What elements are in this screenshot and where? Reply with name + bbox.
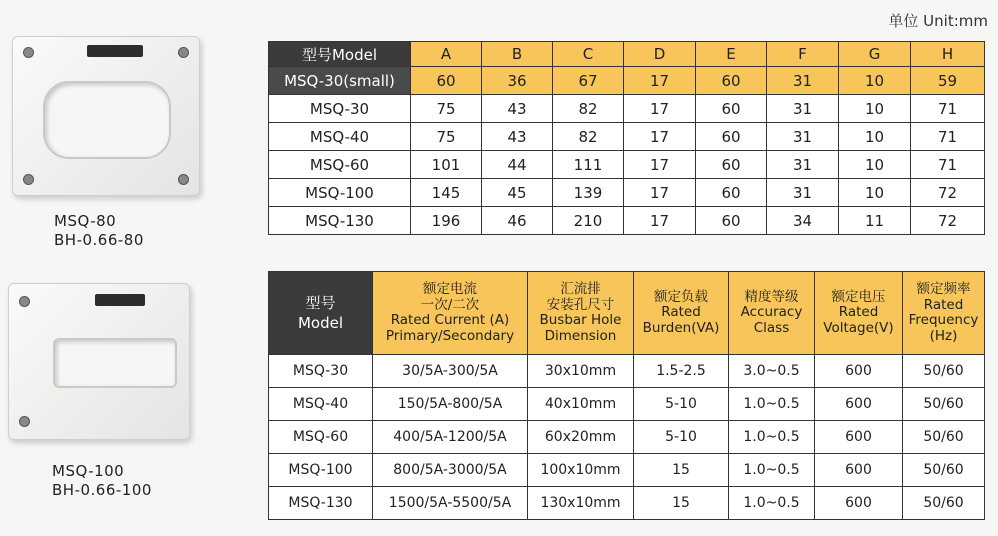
dimensions-table: [268, 41, 985, 235]
cell: 71: [911, 95, 985, 123]
cell: 800/5A-3000/5A: [373, 454, 528, 487]
cell: 72: [911, 207, 985, 235]
cell: 60: [696, 67, 767, 95]
header-accuracy-class: 精度等级 Accuracy Class: [729, 272, 815, 355]
cell: 5-10: [634, 421, 729, 454]
screw-icon: [19, 416, 30, 427]
header-rated-frequency: 额定频率 Rated Frequency (Hz): [903, 272, 985, 355]
cell: 145: [411, 179, 482, 207]
cell: 30x10mm: [528, 355, 634, 388]
cell: 31: [767, 179, 839, 207]
cell: 75: [411, 95, 482, 123]
cell-model: MSQ-30(small): [269, 67, 411, 95]
screw-icon: [23, 174, 34, 185]
cell: 44: [482, 151, 553, 179]
header-b: B: [482, 42, 553, 67]
cell: 45: [482, 179, 553, 207]
table-row: [269, 421, 985, 454]
cell: 31: [767, 95, 839, 123]
cell: 1.0~0.5: [729, 388, 815, 421]
cell: 600: [815, 487, 903, 520]
header-g: G: [839, 42, 911, 67]
table-row: [269, 355, 985, 388]
cell-model: MSQ-40: [269, 388, 373, 421]
table-row: [269, 151, 985, 179]
busbar-window: [43, 81, 171, 159]
header-rated-current: 额定电流 一次/二次 Rated Current (A) Primary/Secondary: [373, 272, 528, 355]
cell: 46: [482, 207, 553, 235]
cell: 50/60: [903, 388, 985, 421]
header-e: E: [696, 42, 767, 67]
cell: 50/60: [903, 421, 985, 454]
cell: 50/60: [903, 487, 985, 520]
cell: 82: [553, 95, 624, 123]
cell: 82: [553, 123, 624, 151]
transformer-body: [8, 283, 190, 440]
product-type: BH-0.66-100: [52, 481, 152, 499]
cell: 50/60: [903, 355, 985, 388]
cell: 196: [411, 207, 482, 235]
table-row: [269, 487, 985, 520]
table-row: [269, 95, 985, 123]
cell: 1.0~0.5: [729, 421, 815, 454]
cell: 17: [624, 95, 696, 123]
cell: 31: [767, 67, 839, 95]
cell: 71: [911, 123, 985, 151]
cell: 30/5A-300/5A: [373, 355, 528, 388]
cell-model: MSQ-130: [269, 487, 373, 520]
header-h: H: [911, 42, 985, 67]
table-row: [269, 388, 985, 421]
cell: 5-10: [634, 388, 729, 421]
header-busbar-hole: 汇流排 安装孔尺寸 Busbar Hole Dimension: [528, 272, 634, 355]
product-type: BH-0.66-80: [54, 231, 144, 249]
transformer-body: [12, 36, 200, 196]
cell: 1.0~0.5: [729, 454, 815, 487]
nameplate: [95, 294, 145, 306]
product-caption-1: [54, 212, 144, 250]
specs-table: [268, 271, 985, 520]
cell: 43: [482, 95, 553, 123]
cell: 72: [911, 179, 985, 207]
cell: 130x10mm: [528, 487, 634, 520]
cell: 210: [553, 207, 624, 235]
cell: 71: [911, 151, 985, 179]
cell: 10: [839, 123, 911, 151]
cell: 1500/5A-5500/5A: [373, 487, 528, 520]
table-row: [269, 207, 985, 235]
cell: 60: [696, 151, 767, 179]
cell: 60x20mm: [528, 421, 634, 454]
product-image-msq-80: [0, 0, 210, 205]
cell: 34: [767, 207, 839, 235]
header-rated-voltage: 额定电压 Rated Voltage(V): [815, 272, 903, 355]
cell: 31: [767, 123, 839, 151]
specs-header-row: [269, 272, 985, 355]
cell: 15: [634, 454, 729, 487]
cell: 3.0~0.5: [729, 355, 815, 388]
cell-model: MSQ-60: [269, 421, 373, 454]
cell: 15: [634, 487, 729, 520]
cell-model: MSQ-130: [269, 207, 411, 235]
table-row: [269, 454, 985, 487]
screw-icon: [23, 47, 34, 58]
terminal-block: [0, 0, 58, 26]
table-row: [269, 67, 985, 95]
dimensions-header-row: [269, 42, 985, 67]
nameplate: [87, 45, 143, 57]
cell: 17: [624, 151, 696, 179]
cell: 600: [815, 355, 903, 388]
cell-model: MSQ-40: [269, 123, 411, 151]
cell: 1.5-2.5: [634, 355, 729, 388]
cell: 11: [839, 207, 911, 235]
cell: 1.0~0.5: [729, 487, 815, 520]
cell-model: MSQ-100: [269, 454, 373, 487]
product-model: MSQ-80: [54, 212, 117, 230]
cell-model: MSQ-100: [269, 179, 411, 207]
unit-label: 单位 Unit:mm: [888, 12, 988, 30]
cell: 40x10mm: [528, 388, 634, 421]
cell: 10: [839, 151, 911, 179]
header-f: F: [767, 42, 839, 67]
cell: 60: [696, 179, 767, 207]
cell: 36: [482, 67, 553, 95]
cell: 67: [553, 67, 624, 95]
cell: 60: [696, 123, 767, 151]
cell: 17: [624, 123, 696, 151]
screw-icon: [178, 47, 189, 58]
product-image-msq-100: [0, 255, 210, 450]
cell: 100x10mm: [528, 454, 634, 487]
cell: 60: [411, 67, 482, 95]
screw-icon: [19, 296, 30, 307]
cell: 60: [696, 95, 767, 123]
terminal-block: [0, 255, 60, 281]
cell: 59: [911, 67, 985, 95]
cell: 17: [624, 207, 696, 235]
busbar-window: [53, 338, 177, 388]
cell: 43: [482, 123, 553, 151]
header-model: 型号 Model: [269, 272, 373, 355]
cell: 400/5A-1200/5A: [373, 421, 528, 454]
header-c: C: [553, 42, 624, 67]
table-row: [269, 123, 985, 151]
header-rated-burden: 额定负载 Rated Burden(VA): [634, 272, 729, 355]
screw-icon: [178, 174, 189, 185]
cell: 10: [839, 67, 911, 95]
header-a: A: [411, 42, 482, 67]
cell: 75: [411, 123, 482, 151]
product-caption-2: [52, 462, 152, 500]
cell: 10: [839, 95, 911, 123]
cell-model: MSQ-30: [269, 355, 373, 388]
cell: 600: [815, 454, 903, 487]
cell: 111: [553, 151, 624, 179]
cell-model: MSQ-60: [269, 151, 411, 179]
cell: 17: [624, 179, 696, 207]
cell: 50/60: [903, 454, 985, 487]
cell: 17: [624, 67, 696, 95]
cell: 150/5A-800/5A: [373, 388, 528, 421]
cell: 139: [553, 179, 624, 207]
cell: 60: [696, 207, 767, 235]
cell: 600: [815, 421, 903, 454]
product-model: MSQ-100: [52, 462, 125, 480]
header-d: D: [624, 42, 696, 67]
cell: 600: [815, 388, 903, 421]
cell: 101: [411, 151, 482, 179]
cell-model: MSQ-30: [269, 95, 411, 123]
header-model: 型号Model: [269, 42, 411, 67]
table-row: [269, 179, 985, 207]
cell: 10: [839, 179, 911, 207]
cell: 31: [767, 151, 839, 179]
